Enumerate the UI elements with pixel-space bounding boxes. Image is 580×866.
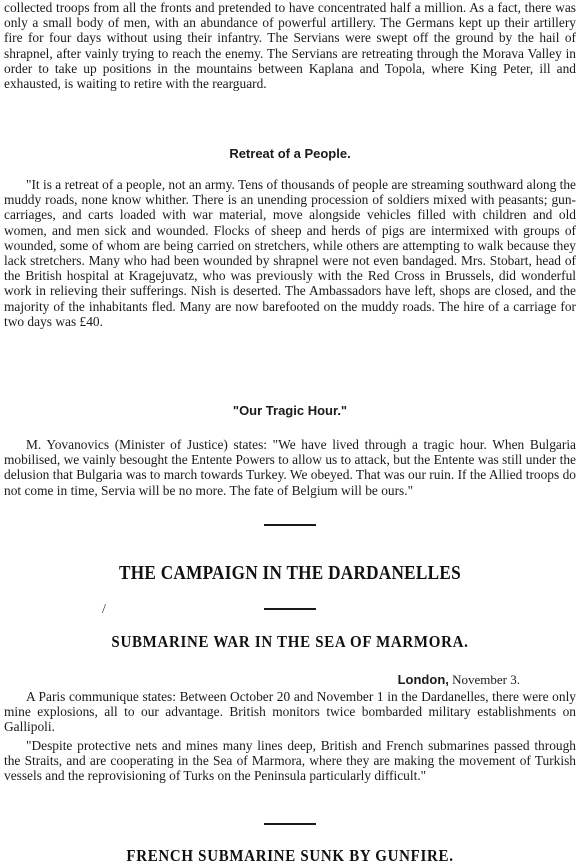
submarines-paragraph: "Despite protective nets and mines many lines deep, British and French submarines passed through the Straits, and are cooperating in the Sea of Marmora, where they are making the movement of Turkish vessels and the reprovisioning of Turks on the Peninsula particularly difficult." [4, 738, 576, 784]
french-submarine-headline: FRENCH SUBMARINE SUNK BY GUNFIRE. [126, 846, 454, 865]
tragic-hour-paragraph: M. Yovanovics (Minister of Justice) states: "We have lived through a tragic hour. When Bulgaria mobilised, we vainly besought the Entente Powers to allow us to attack, but the Entente was still under the delusion that Bulgaria was to march towards Turkey. We obeyed. That was our ruin. If the Allied troops do not come in time, Servia will be no more. The fate of Belgium will be ours." [4, 437, 576, 498]
paris-communique-paragraph: A Paris communique states: Between October 20 and November 1 in the Dardanelles, there were only mine explosions, all to our advantage. British monitors twice bombarded military establishments on Gallipoli. [4, 689, 576, 735]
retreat-subheading: Retreat of a People. [229, 146, 351, 161]
dateline-date: November 3. [452, 672, 520, 687]
stray-mark: / [102, 602, 106, 617]
short-divider [264, 823, 316, 825]
retreat-paragraph: "It is a retreat of a people, not an army. Tens of thousands of people are streaming southward along the muddy roads, none know whither. There is an unending procession of soldiers mixed with peasants; gun-carriages, and carts loaded with war material, move alongside vehicles filled with children and old women, and men sick and wounded. Flocks of sheep and herds of pigs are intermixed with groups of wounded, some of whom are being carried on stretchers, while others are attempting to walk because they lack stretchers. Many who had been wounded by shrapnel were not even bandaged. Mrs. Stobart, head of the British hospital at Kragejuvatz, who was previously with the Red Cross in Brussels, did wonderful work in relieving their sufferings. Nish is deserted. The Ambassadors have left, shops are closed, and the majority of the inhabitants fled. Many are now barefooted on the muddy roads. The hire of a carriage for two days was £40. [4, 177, 576, 329]
dateline-place: London, [397, 672, 449, 687]
submarine-war-headline: SUBMARINE WAR IN THE SEA OF MARMORA. [111, 632, 469, 651]
intro-paragraph: collected troops from all the fronts and pretended to have concentrated half a million. As a fact, there was only a small body of men, with an abundance of powerful artillery. The Germans kept up their artillery fire for four days without using their infantry. The Servians were swept off the ground by the hail of shrapnel, after vainly trying to reach the enemy. The Servians are retreating through the Morava Valley in order to take up positions in the mountains between Kaplana and Topola, where King Peter, ill and exhausted, is waiting to retire with the rearguard. [4, 0, 576, 92]
short-divider [264, 524, 316, 526]
campaign-headline: THE CAMPAIGN IN THE DARDANELLES [119, 562, 461, 584]
dateline [398, 672, 520, 688]
tragic-hour-subheading: "Our Tragic Hour." [232, 403, 348, 418]
short-divider [264, 608, 316, 610]
